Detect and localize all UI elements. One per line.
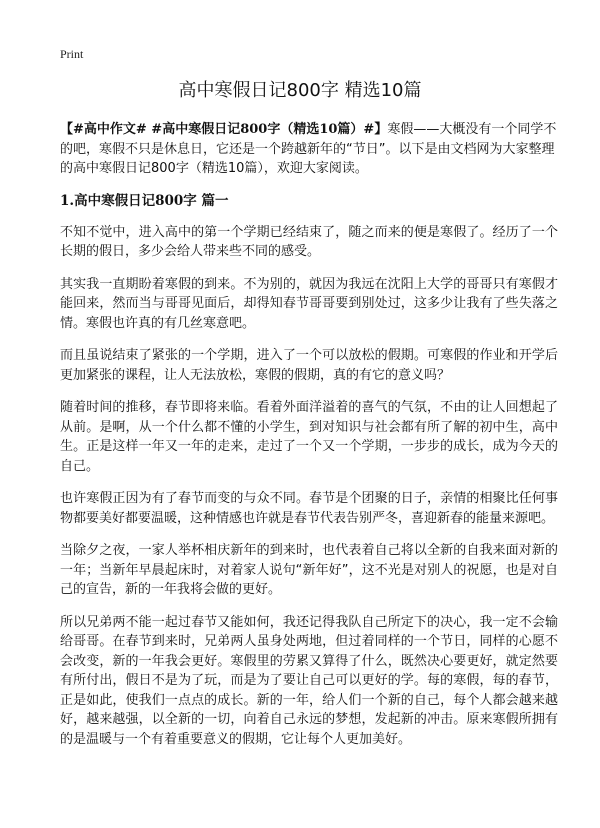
body-paragraph-2: 其实我一直期盼着寒假的到来。不为别的，就因为我远在沈阳上大学的哥哥只有寒假才能回来，然而当与哥哥见面后，却得知春节哥哥要到别处过，这多少让我有了些失落之情。寒假也许真的有几丝寒意吧。 [60,276,558,331]
body-paragraph-1: 不知不觉中，进入高中的第一个学期已经结束了，随之而来的便是寒假了。经历了一个长期的假日，多少会给人带来些不同的感受。 [60,224,558,259]
body-paragraph-6: 当除夕之夜，一家人举杯相庆新年的到来时，也代表着自己将以全新的自我来面对新的一年；当新年早晨起床时，对着家人说句“新年好”，这不光是对别人的祝愿，也是对自己的宣告，新的一年我将会做的更好。 [60,543,558,597]
intro-paragraph [60,120,558,179]
body-paragraph-3: 而且虽说结束了紧张的一个学期，进入了一个可以放松的假期。可寒假的作业和开学后更加紧张的课程，让人无法放松，寒假的假期，真的有它的意义吗？ [60,348,558,383]
intro-tag: 【#高中作文# #高中寒假日记800字（精选10篇）#】 [60,122,388,137]
document-title: 高中寒假日记800字 精选10篇 [178,80,422,101]
print-label: Print [60,47,84,61]
body-paragraph-5: 也许寒假正因为有了春节而变的与众不同。春节是个团聚的日子，亲情的相聚比任何事物都要美好都要温暖，这种情感也许就是春节代表告别严冬，喜迎新春的能量来源吧。 [60,491,558,526]
body-paragraph-7: 所以兄弟两不能一起过春节又能如何，我还记得我队自己所定下的决心，我一定不会输给哥哥。在春节到来时，兄弟两人虽身处两地，但过着同样的一个节日，同样的心愿不会改变，新的一年我会更好。寒假里的劳累又算得了什么，既然决心要更好，就定然要有所付出，假日不是为了玩，而是为了要让自己可以更好的学。每的寒假，每的春节，正是如此，使我们一点点的成长。新的一年，给人们一个新的自己，每个人都会越来越好，越来越强，以全新的一切，向着自己永远的梦想，发起新的冲击。原来寒假所拥有的是温暖与一个有着重要意义的假期，它让每个人更加美好。 [60,614,558,747]
body-paragraph-4: 随着时间的推移，春节即将来临。看着外面洋溢着的喜气的气氛，不由的让人回想起了从前。是啊，从一个什么都不懂的小学生，到对知识与社会都有所了解的初中生，高中生。正是这样一年又一年的走来，走过了一个又一个学期，一步步的成长，成为今天的自己。 [60,400,558,474]
document-body [60,120,558,762]
section-heading: 1.高中寒假日记800字 篇一 [60,192,229,209]
intro-text: 寒假——大概没有一个同学不的吧，寒假不只是休息日，它还是一个跨越新年的“节日”。以下是由文档网为大家整理的高中寒假日记800字（精选10篇），欢迎大家阅读。 [60,122,557,176]
